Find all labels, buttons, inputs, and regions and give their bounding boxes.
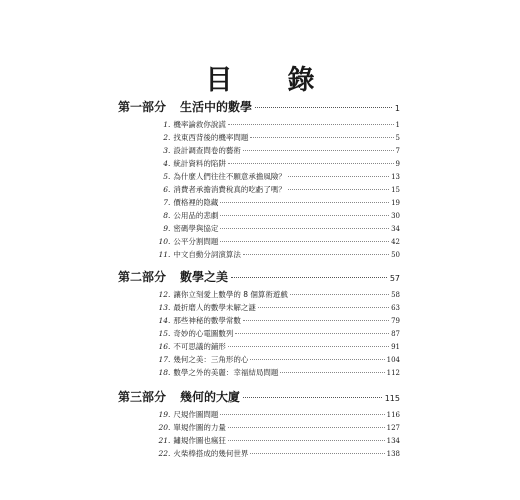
toc-part-3 (118, 388, 400, 461)
toc-entry[interactable] (145, 184, 400, 197)
dot-leader (288, 189, 389, 190)
chapter-title: 最折磨人的數學未解之謎 (173, 303, 256, 312)
chapter-number: 15 (158, 329, 168, 338)
chapter-number: 17 (158, 355, 168, 364)
chapter-title: 統計資料的陷阱 (173, 159, 226, 168)
dot-leader (220, 228, 389, 229)
toc-entry[interactable] (145, 223, 400, 236)
toc-entry[interactable] (145, 367, 400, 380)
chapter-number: 20 (158, 423, 168, 432)
dot-leader (228, 124, 394, 125)
chapter-title: 讓你立刻愛上數學的 8 個算術遊戲 (173, 290, 288, 299)
part-label: 第二部分 (118, 270, 167, 284)
chapter-number-dot: . (168, 342, 171, 351)
chapter-title: 找東西背後的機率問題 (173, 133, 249, 142)
chapter-number-dot: . (168, 146, 171, 155)
chapter-page-number: 50 (391, 251, 400, 259)
chapter-page-number: 134 (386, 437, 400, 445)
chapter-page-number: 127 (386, 424, 400, 432)
chapter-number-dot: . (168, 290, 171, 299)
chapter-page-number: 104 (386, 356, 400, 364)
chapter-page-number: 30 (391, 212, 400, 220)
chapter-number-dot: . (168, 224, 171, 233)
part-heading[interactable] (118, 388, 400, 402)
chapter-number: 8 (163, 211, 168, 220)
toc-entry[interactable] (145, 158, 400, 171)
chapter-number-dot: . (168, 120, 171, 129)
chapter-number: 12 (158, 290, 168, 299)
dot-leader (235, 333, 389, 334)
chapter-page-number: 91 (391, 343, 400, 351)
dot-leader (231, 277, 387, 278)
chapter-title: 價格裡的隐藏 (173, 198, 219, 207)
chapter-number: 16 (158, 342, 168, 351)
chapter-number-dot: . (168, 159, 171, 168)
dot-leader (220, 414, 384, 415)
dot-leader (220, 202, 389, 203)
chapter-page-number: 79 (391, 317, 400, 325)
chapter-page-number: 112 (386, 369, 400, 377)
toc-entry[interactable] (145, 354, 400, 367)
chapter-title: 密碼學與協定 (173, 224, 219, 233)
toc-part-2 (118, 268, 400, 380)
chapter-title: 公平分割問題 (173, 237, 219, 246)
dot-leader (250, 137, 393, 138)
chapter-number-dot: . (168, 172, 171, 181)
chapter-title: 火柴棒搭成的幾何世界 (173, 449, 249, 458)
chapter-number: 4 (163, 159, 168, 168)
chapter-number-dot: . (168, 237, 171, 246)
dot-leader (220, 215, 389, 216)
chapter-number-dot: . (168, 303, 171, 312)
part-title: 幾何的大廈 (180, 390, 241, 404)
toc-entry[interactable] (145, 236, 400, 249)
dot-leader (288, 176, 389, 177)
chapter-page-number: 58 (391, 291, 400, 299)
part-page-number: 115 (384, 394, 400, 403)
toc-entry[interactable] (145, 249, 400, 262)
part-label: 第三部分 (118, 390, 167, 404)
chapter-page-number: 19 (391, 199, 400, 207)
chapter-number: 10 (158, 237, 168, 246)
chapter-number-dot: . (168, 410, 171, 419)
part-label: 第一部分 (118, 100, 167, 114)
part-title: 數學之美 (180, 270, 229, 284)
dot-leader (250, 359, 384, 360)
chapter-number: 6 (163, 185, 168, 194)
dot-leader (258, 307, 389, 308)
chapter-page-number: 42 (391, 238, 400, 246)
chapter-number: 19 (158, 410, 168, 419)
chapter-title: 鏽規作圖也瘋狂 (173, 436, 226, 445)
toc-entry[interactable] (145, 448, 400, 461)
chapter-number: 9 (163, 224, 168, 233)
chapter-page-number: 7 (395, 147, 400, 155)
chapter-page-number: 1 (395, 121, 400, 129)
part-page-number: 1 (394, 104, 400, 113)
chapter-title: 奇妙的心電圖數列 (173, 329, 234, 338)
chapter-title: 數學之外的美麗：幸福結局問題 (173, 368, 279, 377)
part-heading[interactable] (118, 98, 400, 112)
dot-leader (255, 107, 392, 108)
toc-entry[interactable] (145, 197, 400, 210)
toc-entry[interactable] (145, 289, 400, 302)
chapter-number-dot: . (168, 250, 171, 259)
chapter-page-number: 63 (391, 304, 400, 312)
toc-entry[interactable] (145, 145, 400, 158)
toc-entry[interactable] (145, 341, 400, 354)
chapter-number-dot: . (168, 423, 171, 432)
toc-entry[interactable] (145, 435, 400, 448)
chapter-number: 7 (163, 198, 168, 207)
chapter-title: 那些神秘的數學常數 (173, 316, 241, 325)
chapter-number: 14 (158, 316, 168, 325)
dot-leader (250, 453, 384, 454)
chapter-number-dot: . (168, 316, 171, 325)
toc-entry[interactable] (145, 328, 400, 341)
dot-leader (228, 427, 385, 428)
toc-entry[interactable] (145, 119, 400, 132)
chapter-number: 11 (158, 250, 168, 259)
chapter-number-dot: . (168, 449, 171, 458)
toc-part-1 (118, 98, 400, 262)
chapter-number-dot: . (168, 185, 171, 194)
chapter-title: 設計調查問卷的藝術 (173, 146, 241, 155)
chapter-page-number: 138 (386, 450, 400, 458)
chapter-number: 21 (158, 436, 168, 445)
chapter-page-number: 116 (386, 411, 400, 419)
chapter-title: 尺規作圖問題 (173, 410, 219, 419)
toc-entry[interactable] (145, 171, 400, 184)
toc-entry[interactable] (145, 422, 400, 435)
dot-leader (228, 163, 394, 164)
toc-entry[interactable] (145, 315, 400, 328)
chapter-page-number: 13 (391, 173, 400, 181)
chapter-number: 3 (163, 146, 168, 155)
chapter-number-dot: . (168, 198, 171, 207)
chapter-title: 單規作圖的力量 (173, 423, 226, 432)
dot-leader (228, 346, 389, 347)
dot-leader (290, 294, 389, 295)
chapter-number-dot: . (168, 355, 171, 364)
dot-leader (243, 254, 389, 255)
page-title: 目 錄 (205, 65, 329, 96)
part-heading[interactable] (118, 268, 400, 282)
chapter-title: 幾何之美：三角形的心 (173, 355, 249, 364)
toc-entry[interactable] (145, 302, 400, 315)
chapter-number-dot: . (168, 211, 171, 220)
chapter-number-dot: . (168, 329, 171, 338)
chapter-page-number: 34 (391, 225, 400, 233)
chapter-number: 2 (163, 133, 168, 142)
chapter-title: 為什麼人們往往不願意承擔風險？ (173, 172, 286, 181)
dot-leader (243, 150, 394, 151)
toc-entry[interactable] (145, 409, 400, 422)
dot-leader (243, 320, 389, 321)
chapter-title: 機率論救你說謊 (173, 120, 226, 129)
chapter-number-dot: . (168, 368, 171, 377)
chapter-page-number: 5 (395, 134, 400, 142)
chapter-page-number: 15 (391, 186, 400, 194)
chapter-number-dot: . (168, 436, 171, 445)
part-page-number: 57 (389, 274, 400, 283)
chapter-title: 不可思議的鋪形 (173, 342, 226, 351)
chapter-number: 5 (163, 172, 168, 181)
chapter-title: 中文自動分詞演算法 (173, 250, 241, 259)
chapter-number: 13 (158, 303, 168, 312)
part-title: 生活中的數學 (180, 100, 253, 114)
chapter-page-number: 9 (395, 160, 400, 168)
chapter-number: 22 (158, 449, 168, 458)
chapter-title: 消費者承擔消費稅真的吃虧了嗎？ (173, 185, 286, 194)
chapter-number: 1 (163, 120, 168, 129)
dot-leader (228, 440, 385, 441)
dot-leader (243, 397, 382, 398)
chapter-number: 18 (158, 368, 168, 377)
chapter-title: 公用品的悲劇 (173, 211, 219, 220)
toc-entry[interactable] (145, 132, 400, 145)
toc-entry[interactable] (145, 210, 400, 223)
chapter-number-dot: . (168, 133, 171, 142)
chapter-page-number: 87 (391, 330, 400, 338)
dot-leader (280, 372, 384, 373)
dot-leader (220, 241, 389, 242)
